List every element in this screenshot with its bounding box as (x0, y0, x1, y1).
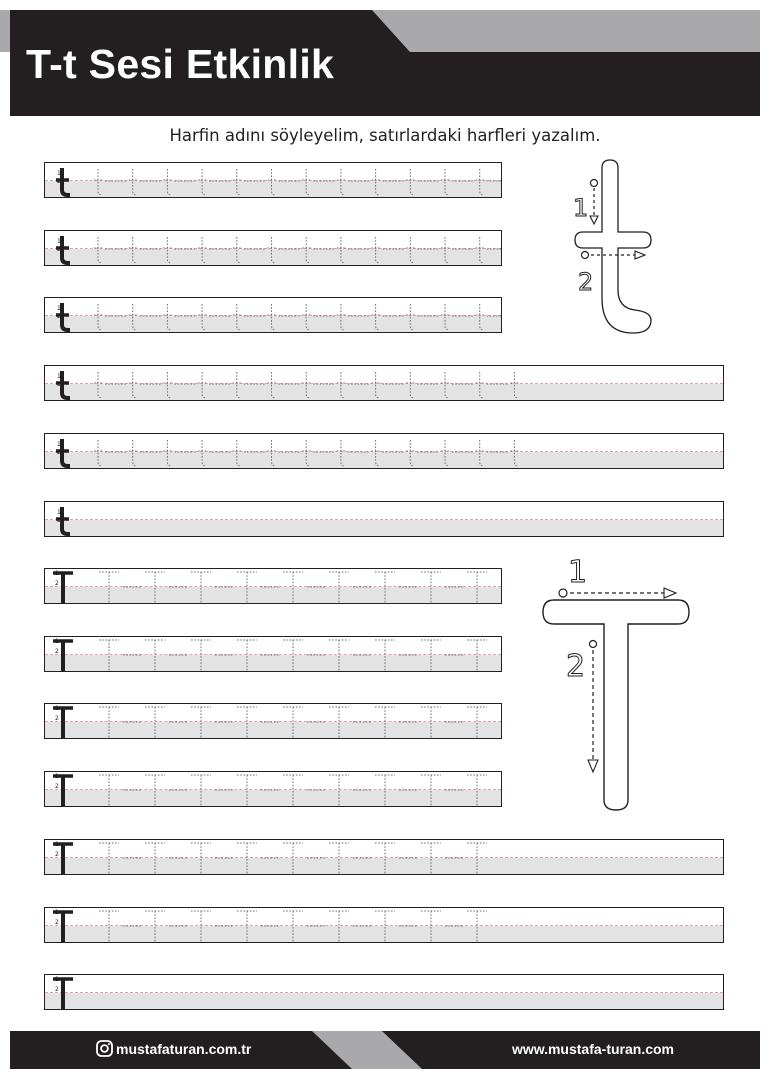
trace-uppercase-t (283, 911, 325, 943)
trace-lowercase-t (268, 372, 300, 398)
trace-uppercase-t (145, 911, 187, 943)
trace-uppercase-t (329, 707, 371, 739)
writing-row (44, 162, 502, 198)
trace-lowercase-t (337, 304, 369, 330)
instagram-handle (96, 1040, 251, 1057)
trace-uppercase-t (283, 707, 325, 739)
stroke-number: 1 (55, 976, 59, 983)
trace-lowercase-t (94, 440, 126, 466)
writing-row (44, 636, 502, 672)
trace-uppercase-t (145, 775, 187, 807)
trace-lowercase-t (441, 440, 473, 466)
stroke-number: 2 (57, 449, 61, 456)
trace-lowercase-t (372, 372, 404, 398)
row-letters (45, 502, 724, 537)
writing-row (44, 974, 724, 1010)
trace-lowercase-t (94, 372, 126, 398)
stroke-number: 1 (573, 194, 589, 222)
trace-lowercase-t (372, 237, 404, 263)
trace-uppercase-t (467, 911, 487, 943)
trace-lowercase-t (94, 169, 126, 195)
trace-uppercase-t (329, 911, 371, 943)
trace-uppercase-t (191, 707, 233, 739)
row-letters (45, 366, 724, 401)
writing-row (44, 501, 724, 537)
trace-lowercase-t (163, 237, 195, 263)
row-letters (45, 231, 502, 266)
trace-lowercase-t (198, 169, 230, 195)
row-letters (45, 772, 502, 807)
row-letters (45, 434, 724, 469)
model-uppercase-t (53, 570, 73, 604)
stroke-number: 2 (566, 649, 586, 684)
trace-lowercase-t (337, 237, 369, 263)
trace-uppercase-t (191, 843, 233, 875)
trace-lowercase-t (302, 237, 334, 263)
trace-lowercase-t (129, 169, 161, 195)
trace-lowercase-t (163, 304, 195, 330)
trace-lowercase-t (372, 440, 404, 466)
trace-uppercase-t (467, 775, 487, 807)
model-uppercase-t (53, 841, 73, 875)
trace-uppercase-t (99, 640, 141, 672)
trace-uppercase-t (237, 640, 279, 672)
trace-uppercase-t (375, 843, 417, 875)
stroke-number: 2 (57, 178, 61, 185)
trace-uppercase-t (283, 775, 325, 807)
stroke-number: 2 (55, 919, 59, 926)
trace-lowercase-t (233, 372, 265, 398)
trace-uppercase-t (329, 775, 371, 807)
trace-uppercase-t (375, 911, 417, 943)
trace-uppercase-t (375, 707, 417, 739)
trace-lowercase-t (510, 440, 518, 466)
trace-lowercase-t (337, 372, 369, 398)
stroke-number: 1 (55, 638, 59, 645)
stroke-number: 2 (55, 783, 59, 790)
stroke-number: 2 (578, 268, 594, 296)
trace-lowercase-t (372, 304, 404, 330)
stroke-number: 1 (57, 305, 61, 312)
trace-lowercase-t (268, 169, 300, 195)
trace-uppercase-t (191, 911, 233, 943)
trace-lowercase-t (129, 372, 161, 398)
trace-uppercase-t (421, 707, 463, 739)
instagram-text: mustafaturan.com.tr (116, 1040, 252, 1057)
trace-uppercase-t (421, 911, 463, 943)
model-uppercase-t (53, 638, 73, 672)
stroke-number: 1 (568, 555, 588, 590)
trace-uppercase-t (421, 775, 463, 807)
trace-uppercase-t (237, 775, 279, 807)
trace-lowercase-t (129, 237, 161, 263)
trace-uppercase-t (191, 572, 233, 604)
model-uppercase-t (53, 773, 73, 807)
model-lowercase-t (56, 507, 70, 534)
trace-uppercase-t (283, 640, 325, 672)
trace-uppercase-t (237, 843, 279, 875)
trace-lowercase-t (406, 169, 438, 195)
website-text: www.mustafa-turan.com (511, 1041, 674, 1057)
row-letters (45, 704, 502, 739)
trace-lowercase-t (337, 169, 369, 195)
stroke-number: 2 (55, 648, 59, 655)
trace-uppercase-t (145, 640, 187, 672)
uppercase-t-stroke-guide (538, 548, 698, 818)
model-lowercase-t (56, 236, 70, 263)
trace-lowercase-t (476, 237, 502, 263)
trace-lowercase-t (198, 440, 230, 466)
model-lowercase-t (56, 303, 70, 330)
trace-lowercase-t (406, 237, 438, 263)
trace-uppercase-t (375, 775, 417, 807)
trace-uppercase-t (99, 911, 141, 943)
trace-uppercase-t (375, 572, 417, 604)
writing-row (44, 703, 502, 739)
stroke-number: 1 (57, 441, 61, 448)
stroke-number: 1 (57, 373, 61, 380)
writing-row (44, 297, 502, 333)
trace-uppercase-t (467, 843, 487, 875)
trace-uppercase-t (421, 640, 463, 672)
trace-lowercase-t (233, 440, 265, 466)
trace-lowercase-t (163, 372, 195, 398)
trace-uppercase-t (145, 843, 187, 875)
stroke-number: 1 (57, 238, 61, 245)
trace-lowercase-t (476, 169, 502, 195)
trace-uppercase-t (237, 572, 279, 604)
trace-uppercase-t (467, 572, 487, 604)
trace-uppercase-t (329, 640, 371, 672)
trace-uppercase-t (421, 843, 463, 875)
trace-lowercase-t (198, 304, 230, 330)
trace-uppercase-t (145, 572, 187, 604)
trace-lowercase-t (233, 304, 265, 330)
trace-lowercase-t (441, 304, 473, 330)
trace-lowercase-t (302, 304, 334, 330)
trace-lowercase-t (302, 440, 334, 466)
trace-uppercase-t (329, 572, 371, 604)
trace-lowercase-t (302, 372, 334, 398)
writing-row (44, 839, 724, 875)
row-letters (45, 569, 502, 604)
trace-lowercase-t (510, 372, 518, 398)
stroke-number: 1 (57, 170, 61, 177)
trace-lowercase-t (163, 169, 195, 195)
trace-uppercase-t (329, 843, 371, 875)
writing-row (44, 907, 724, 943)
trace-uppercase-t (237, 911, 279, 943)
row-letters (45, 298, 502, 333)
trace-uppercase-t (467, 640, 487, 672)
trace-lowercase-t (337, 440, 369, 466)
writing-row (44, 433, 724, 469)
trace-lowercase-t (163, 440, 195, 466)
stroke-number: 2 (57, 517, 61, 524)
stroke-number: 2 (57, 246, 61, 253)
trace-lowercase-t (372, 169, 404, 195)
trace-lowercase-t (129, 304, 161, 330)
trace-uppercase-t (421, 572, 463, 604)
instruction-text: Harfin adını söyleyelim, satırlardaki harfleri yazalım. (169, 126, 601, 145)
writing-row (44, 771, 502, 807)
trace-uppercase-t (237, 707, 279, 739)
stroke-number: 1 (55, 841, 59, 848)
trace-uppercase-t (283, 843, 325, 875)
trace-lowercase-t (94, 237, 126, 263)
stroke-number: 1 (57, 509, 61, 516)
trace-lowercase-t (441, 372, 473, 398)
trace-lowercase-t (268, 304, 300, 330)
model-uppercase-t (53, 909, 73, 943)
trace-lowercase-t (441, 169, 473, 195)
trace-uppercase-t (375, 640, 417, 672)
trace-lowercase-t (268, 237, 300, 263)
trace-lowercase-t (476, 440, 508, 466)
trace-lowercase-t (406, 304, 438, 330)
trace-uppercase-t (99, 572, 141, 604)
row-letters (45, 908, 724, 943)
stroke-number: 2 (55, 580, 59, 587)
writing-row (44, 568, 502, 604)
stroke-number: 2 (57, 381, 61, 388)
trace-uppercase-t (99, 775, 141, 807)
stroke-number: 1 (55, 909, 59, 916)
stroke-number: 2 (55, 715, 59, 722)
row-letters (45, 163, 502, 198)
trace-lowercase-t (233, 169, 265, 195)
model-lowercase-t (56, 168, 70, 195)
trace-uppercase-t (191, 640, 233, 672)
trace-lowercase-t (302, 169, 334, 195)
row-letters (45, 637, 502, 672)
trace-lowercase-t (198, 372, 230, 398)
trace-lowercase-t (198, 237, 230, 263)
model-lowercase-t (56, 371, 70, 398)
writing-row (44, 230, 502, 266)
stroke-number: 1 (55, 773, 59, 780)
writing-row (44, 365, 724, 401)
row-letters (45, 840, 724, 875)
model-lowercase-t (56, 439, 70, 466)
instagram-icon (96, 1040, 113, 1057)
stroke-number: 1 (55, 570, 59, 577)
stroke-number: 2 (57, 313, 61, 320)
trace-lowercase-t (233, 237, 265, 263)
stroke-number: 1 (55, 705, 59, 712)
model-uppercase-t (53, 705, 73, 739)
trace-lowercase-t (129, 440, 161, 466)
trace-lowercase-t (476, 372, 508, 398)
row-letters (45, 975, 724, 1010)
trace-uppercase-t (283, 572, 325, 604)
stroke-number: 2 (55, 851, 59, 858)
trace-lowercase-t (441, 237, 473, 263)
trace-uppercase-t (145, 707, 187, 739)
trace-lowercase-t (94, 304, 126, 330)
trace-lowercase-t (476, 304, 502, 330)
model-uppercase-t (53, 976, 73, 1010)
trace-lowercase-t (406, 372, 438, 398)
trace-lowercase-t (268, 440, 300, 466)
trace-uppercase-t (467, 707, 487, 739)
trace-uppercase-t (191, 775, 233, 807)
page-title: T-t Sesi Etkinlik (26, 41, 335, 87)
trace-uppercase-t (99, 707, 141, 739)
trace-lowercase-t (406, 440, 438, 466)
stroke-number: 2 (55, 986, 59, 993)
trace-uppercase-t (99, 843, 141, 875)
lowercase-t-stroke-guide (565, 158, 660, 338)
